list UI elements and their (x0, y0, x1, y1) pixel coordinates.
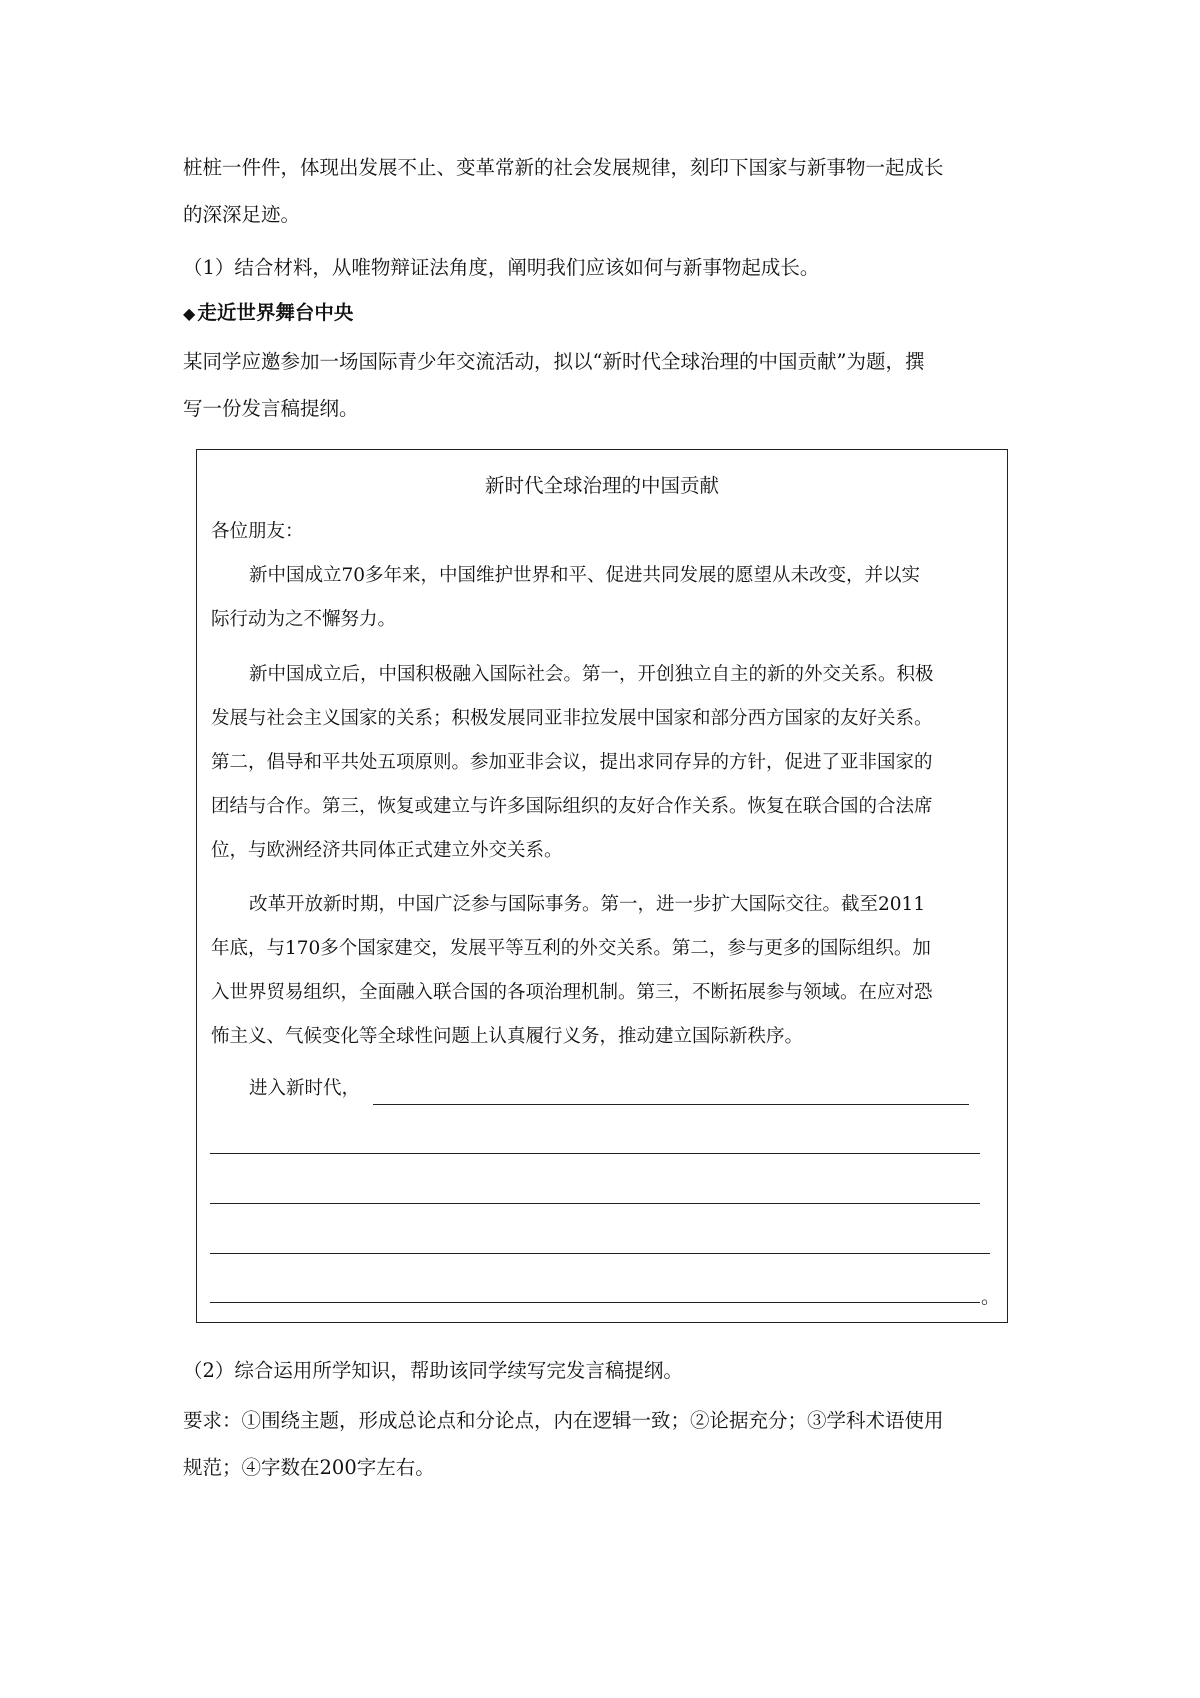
speech-line: 年底，与170多个国家建交，发展平等互利的外交关系。第二，参与更多的国际组织。加 (211, 938, 931, 959)
speech-outline-box (196, 449, 1008, 1323)
speech-line: 位，与欧洲经济共同体正式建立外交关系。 (211, 840, 563, 861)
answer-blank-line-4[interactable] (210, 1253, 990, 1254)
question-1: （1）结合材料，从唯物辩证法角度，阐明我们应该如何与新事物起成长。 (183, 256, 820, 279)
speech-title: 新时代全球治理的中国贡献 (484, 474, 719, 497)
intro-line-1: 桩桩一件件，体现出发展不止、变革常新的社会发展规律，刻印下国家与新事物一起成长 (183, 156, 944, 179)
prompt-line-1: 某同学应邀参加一场国际青少年交流活动，拟以“新时代全球治理的中国贡献”为题，撰 (183, 350, 925, 373)
question-2: （2）综合运用所学知识，帮助该同学续写完发言稿提纲。 (183, 1359, 683, 1382)
answer-blank-line-3[interactable] (210, 1203, 980, 1204)
section-heading-text: 走近世界舞台中央 (197, 301, 354, 324)
answer-blank-line-5[interactable] (210, 1302, 980, 1303)
speech-line: 际行动为之不懈努力。 (211, 609, 397, 630)
speech-line: 怖主义、气候变化等全球性问题上认真履行义务，推动建立国际新秩序。 (211, 1026, 804, 1047)
speech-greeting: 各位朋友： (211, 521, 304, 542)
answer-blank-line-1[interactable] (373, 1104, 969, 1105)
end-period: 。 (981, 1286, 1001, 1308)
speech-line: 新中国成立70多年来，中国维护世界和平、促进共同发展的愿望从未改变，并以实 (249, 565, 921, 586)
prompt-line-2: 写一份发言稿提纲。 (183, 397, 359, 420)
requirements-line-1: 要求：①围绕主题，形成总论点和分论点，内在逻辑一致；②论据充分；③学科术语使用 (183, 1409, 944, 1432)
speech-line: 团结与合作。第三，恢复或建立与许多国际组织的友好合作关系。恢复在联合国的合法席 (211, 796, 933, 817)
answer-blank-line-2[interactable] (210, 1153, 980, 1154)
diamond-icon: ◆ (183, 304, 196, 323)
speech-line: 入世界贸易组织，全面融入联合国的各项治理机制。第三，不断拓展参与领域。在应对恐 (211, 982, 933, 1003)
requirements-line-2: 规范；④字数在200字左右。 (183, 1456, 435, 1479)
speech-line: 第二，倡导和平共处五项原则。参加亚非会议，提出求同存异的方针，促进了亚非国家的 (211, 752, 933, 773)
section-heading (183, 301, 1018, 326)
speech-line: 新中国成立后，中国积极融入国际社会。第一，开创独立自主的新的外交关系。积极 (249, 664, 934, 685)
speech-line: 发展与社会主义国家的关系；积极发展同亚非拉发展中国家和部分西方国家的友好关系。 (211, 708, 933, 729)
speech-line: 改革开放新时期，中国广泛参与国际事务。第一，进一步扩大国际交往。截至2011 (249, 894, 926, 915)
intro-line-2: 的深深足迹。 (183, 203, 301, 226)
new-era-lead: 进入新时代， (249, 1078, 361, 1099)
